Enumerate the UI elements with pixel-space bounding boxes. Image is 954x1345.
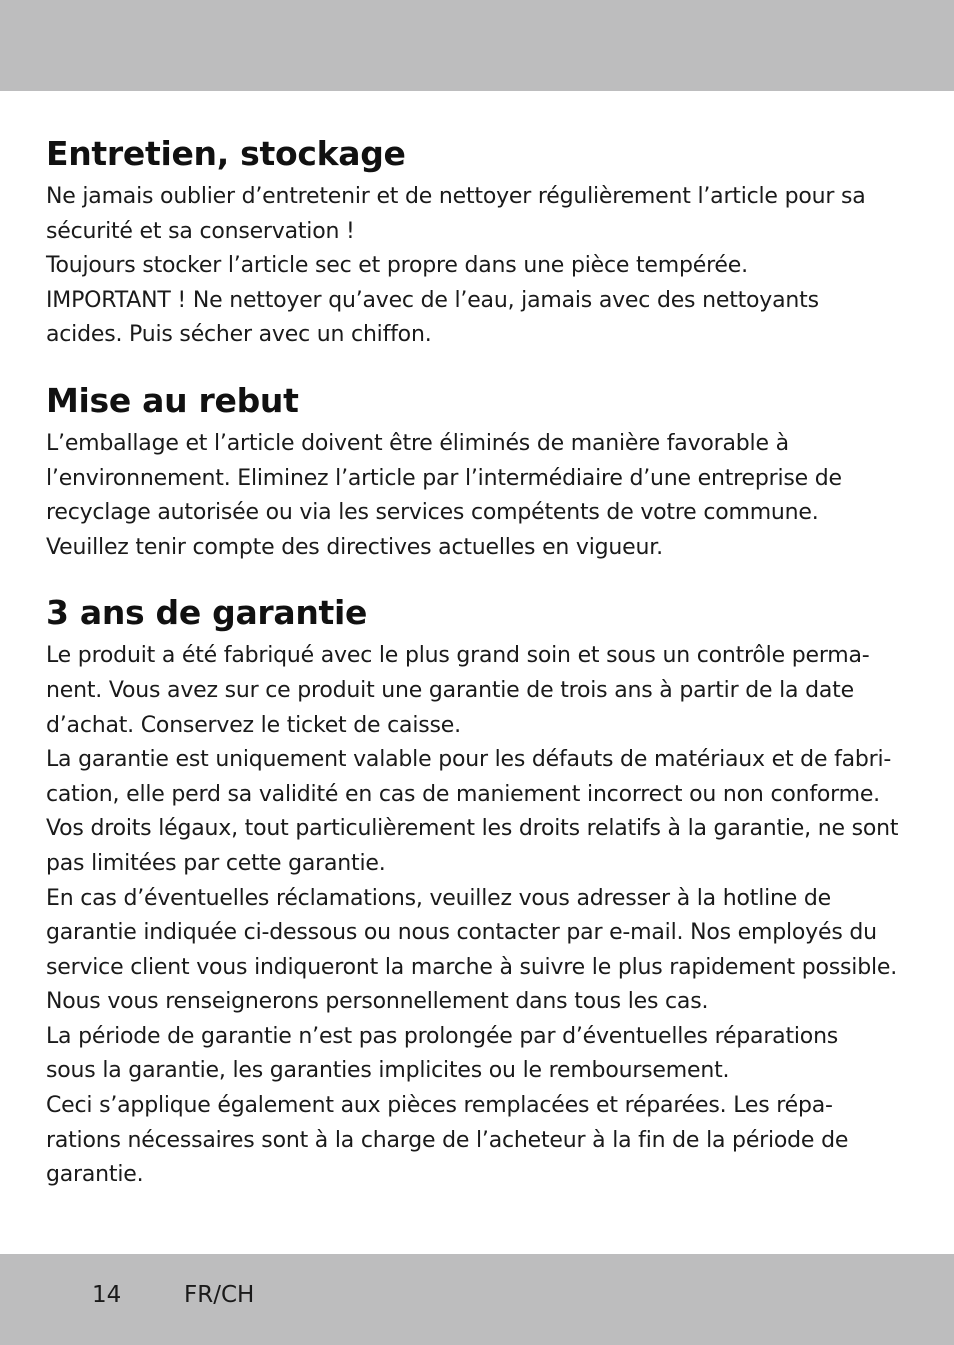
text-line: Le produit a été fabriqué avec le plus grand soin et sous un contrôle perma- [46, 643, 870, 669]
header-band [0, 0, 954, 91]
text-line: sécurité et sa conservation ! [46, 218, 355, 244]
text-line: garantie. [46, 1162, 144, 1188]
text-line: recyclage autorisée ou via les services compétents de votre commune. [46, 500, 819, 526]
text-line: service client vous indiqueront la marche à suivre le plus rapidement possible. [46, 954, 897, 980]
language-code: FR/CH [184, 1282, 255, 1308]
text-line: cation, elle perd sa validité en cas de maniement incorrect ou non conforme. [46, 781, 880, 807]
text-line: L’emballage et l’article doivent être éliminés de manière favorable à [46, 430, 789, 456]
text-line: Vos droits légaux, tout particulièrement les droits relatifs à la garantie, ne sont [46, 816, 899, 842]
text-line: nent. Vous avez sur ce produit une garantie de trois ans à partir de la date [46, 677, 854, 703]
section-title: 3 ans de garantie [46, 593, 368, 633]
text-line: d’achat. Conservez le ticket de caisse. [46, 712, 461, 738]
section-warranty [46, 587, 916, 1193]
text-line: Toujours stocker l’article sec et propre dans une pièce tempérée. [46, 253, 748, 279]
text-line: l’environnement. Eliminez l’article par l’intermédiaire d’une entreprise de [46, 465, 842, 491]
section-disposal [46, 375, 916, 565]
text-line: IMPORTANT ! Ne nettoyer qu’avec de l’eau, jamais avec des nettoyants [46, 287, 819, 313]
text-line: Nous vous renseignerons personnellement dans tous les cas. [46, 989, 709, 1015]
text-line: Ne jamais oublier d’entretenir et de nettoyer régulièrement l’article pour sa [46, 184, 866, 209]
text-line: Veuillez tenir compte des directives actuelles en vigueur. [46, 534, 663, 560]
text-line: La période de garantie n’est pas prolongée par d’éventuelles réparations [46, 1023, 839, 1049]
section-title: Mise au rebut [46, 380, 299, 420]
text-line: garantie indiquée ci-dessous ou nous contacter par e-mail. Nos employés du [46, 920, 877, 946]
page-content [46, 128, 916, 1215]
text-line: pas limitées par cette garantie. [46, 850, 386, 876]
section-title: Entretien, stockage [46, 134, 406, 173]
text-line: rations nécessaires sont à la charge de l’acheteur à la fin de la période de [46, 1127, 849, 1153]
section-care-storage [46, 128, 916, 353]
text-line: En cas d’éventuelles réclamations, veuillez vous adresser à la hotline de [46, 885, 831, 911]
text-line: acides. Puis sécher avec un chiffon. [46, 322, 432, 348]
page-number: 14 [92, 1282, 122, 1308]
footer-band [0, 1254, 954, 1345]
text-line: La garantie est uniquement valable pour les défauts de matériaux et de fabri- [46, 747, 892, 773]
text-line: Ceci s’applique également aux pièces remplacées et réparées. Les répa- [46, 1093, 833, 1119]
text-line: sous la garantie, les garanties implicites ou le remboursement. [46, 1058, 730, 1084]
